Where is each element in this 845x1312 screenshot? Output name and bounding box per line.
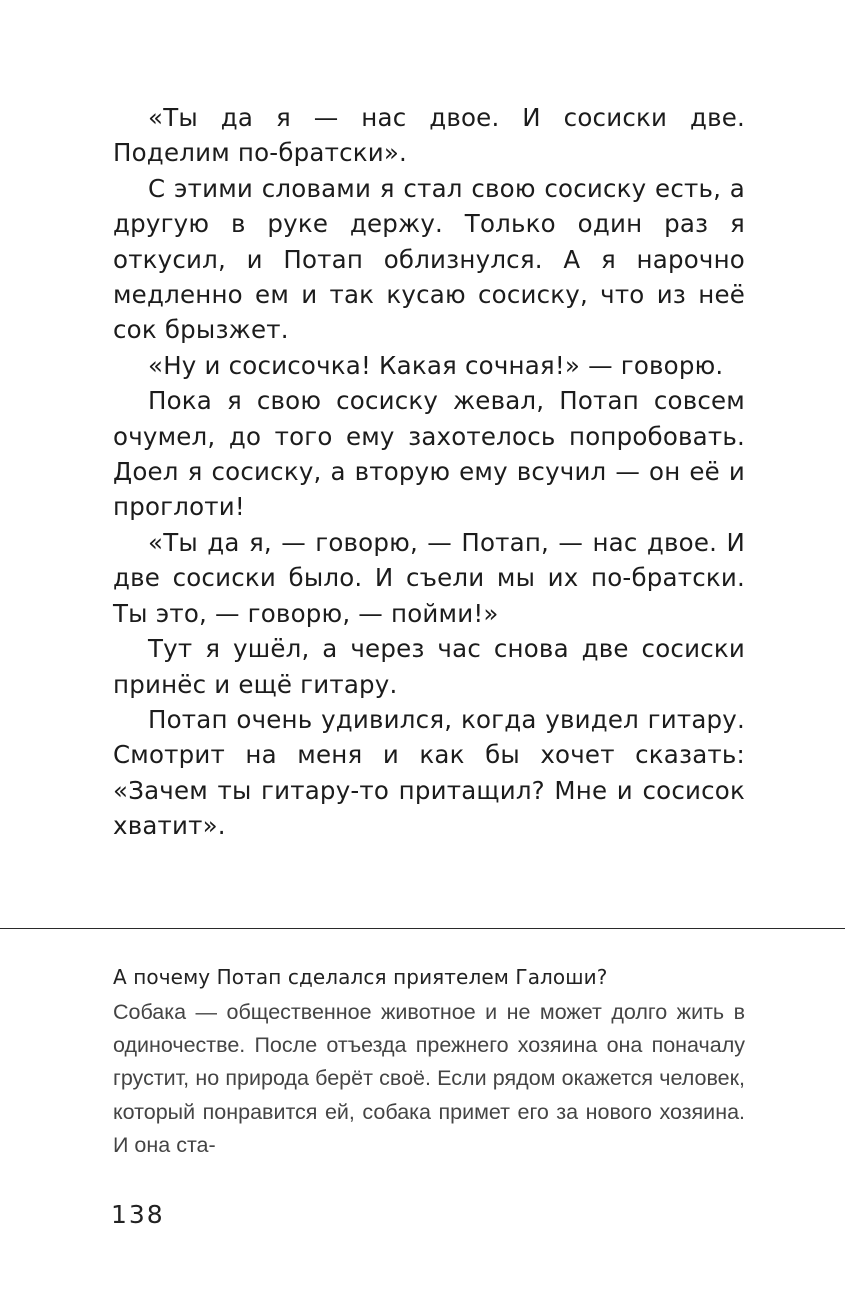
story-paragraph: Пока я свою сосиску жевал, Потап совсем очумел, до того ему захотелось попробовать. Доел я сосиску, а вторую ему всучил — он её и проглоти! xyxy=(113,386,745,522)
story-paragraph: «Ты да я, — говорю, — Потап, — нас двое. И две сосиски было. И съели мы их по-братски. Ты это, — говорю, — пойми!» xyxy=(113,527,745,628)
section-divider xyxy=(0,928,845,929)
story-paragraph: «Ну и сосисочка! Какая сочная!» — говорю. xyxy=(148,350,724,380)
commentary-question: А почему Потап сделался приятелем Галоши? xyxy=(113,965,608,989)
story-paragraph: «Ты да я — нас двое. И сосиски две. Поделим по-братски». xyxy=(113,103,745,168)
commentary-answer: Собака — общественное животное и не может долго жить в одиночестве. После отъезда прежнего хозяина она поначалу грустит, но природа берёт своё. Если рядом окажется человек, который понравится ей, собака примет его за нового хозяина. И она ста- xyxy=(113,1000,745,1157)
story-text xyxy=(113,100,745,844)
commentary-box xyxy=(113,962,745,1162)
story-paragraph: Потап очень удивился, когда увидел гитару. Смотрит на меня и как бы хочет сказать: «Зачем ты гитару-то притащил? Мне и сосисок хватит». xyxy=(113,704,745,841)
story-paragraph: С этими словами я стал свою сосиску есть, а другую в руке держу. Только один раз я откусил, и Потап облизнулся. А я нарочно медленно ем и так кусаю сосиску, что из неё сок брызжет. xyxy=(113,173,745,345)
story-paragraph: Тут я ушёл, а через час снова две сосиски принёс и ещё гитару. xyxy=(113,634,745,699)
page-number: 138 xyxy=(111,1200,165,1229)
